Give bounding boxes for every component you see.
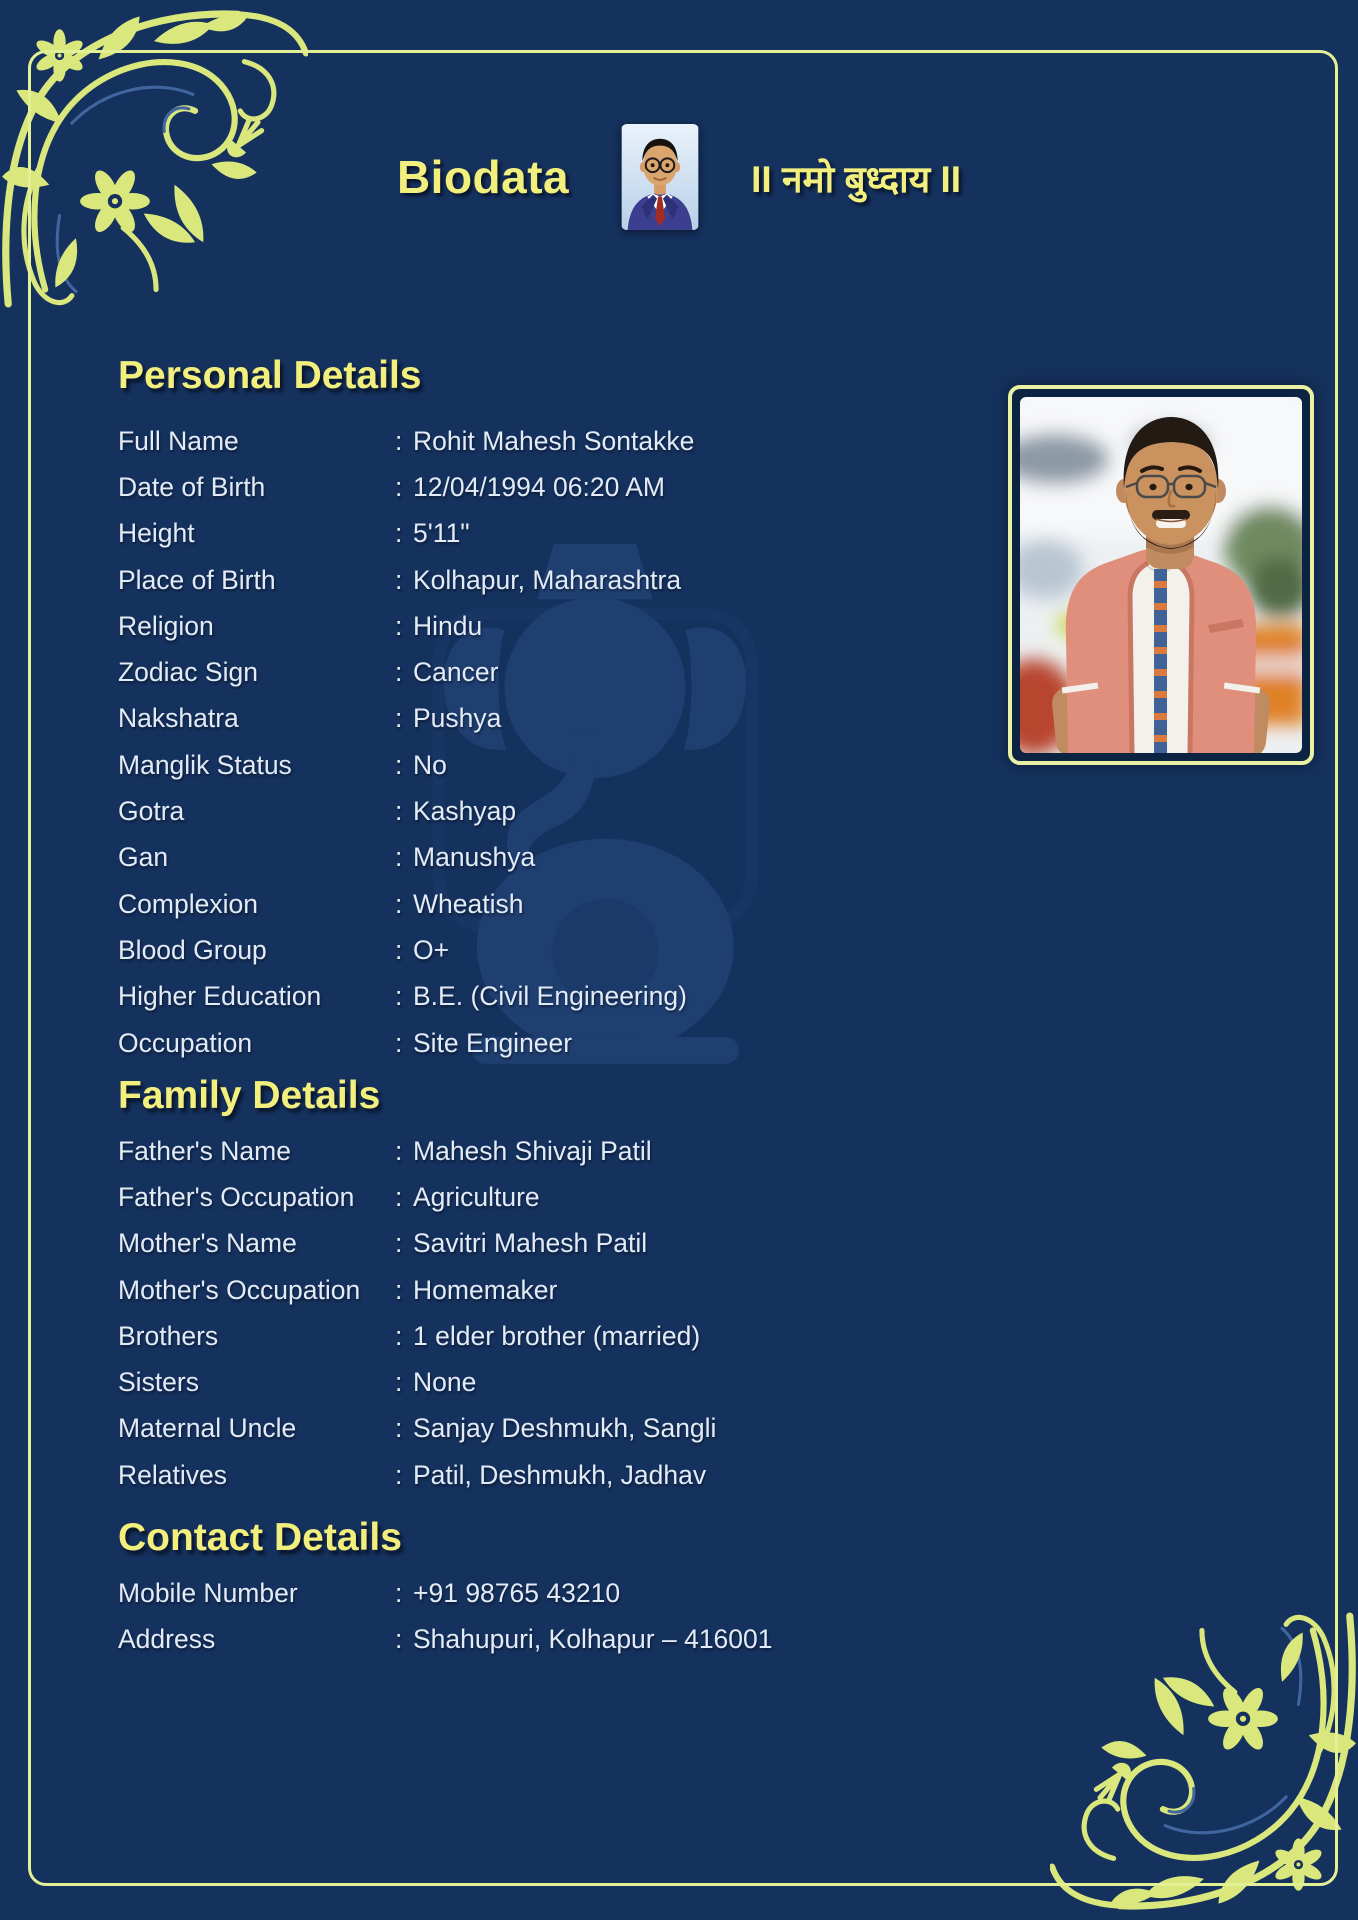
detail-row (118, 1406, 998, 1452)
row-label: Higher Education (118, 981, 322, 1012)
detail-row (118, 742, 998, 788)
detail-row (118, 1267, 998, 1313)
groom-photo (1008, 385, 1314, 765)
row-colon: : (395, 564, 403, 595)
row-colon: : (395, 749, 403, 780)
detail-row (118, 1452, 998, 1498)
row-label: Mother's Occupation (118, 1274, 361, 1305)
row-colon: : (395, 842, 403, 873)
row-value: Homemaker (413, 1274, 558, 1305)
detail-row (118, 1570, 998, 1616)
row-colon: : (395, 657, 403, 688)
row-label: Full Name (118, 425, 239, 456)
detail-row (118, 649, 998, 695)
row-colon: : (395, 888, 403, 919)
row-label: Relatives (118, 1459, 227, 1490)
row-value: Site Engineer (413, 1027, 573, 1058)
row-value: 12/04/1994 06:20 AM (413, 471, 665, 502)
row-label: Father's Name (118, 1135, 291, 1166)
family-details-rows (118, 1128, 998, 1498)
ambedkar-portrait-icon (621, 124, 699, 230)
row-label: Mother's Name (118, 1228, 297, 1259)
detail-row (118, 511, 998, 557)
row-value: Cancer (413, 657, 499, 688)
row-value: No (413, 749, 447, 780)
contact-details-rows (118, 1570, 998, 1663)
detail-row (118, 464, 998, 510)
row-colon: : (395, 1459, 403, 1490)
row-label: Father's Occupation (118, 1181, 355, 1212)
row-label: Place of Birth (118, 564, 276, 595)
row-colon: : (395, 1135, 403, 1166)
row-label: Manglik Status (118, 749, 292, 780)
row-value: Hindu (413, 610, 483, 641)
page-title: Biodata (396, 151, 570, 203)
row-value: Agriculture (413, 1181, 540, 1212)
detail-row (118, 835, 998, 881)
row-label: Address (118, 1623, 216, 1654)
row-label: Nakshatra (118, 703, 239, 734)
row-label: Gan (118, 842, 169, 873)
row-value: Rohit Mahesh Sontakke (413, 425, 695, 456)
header (0, 124, 1358, 230)
row-label: Occupation (118, 1027, 253, 1058)
row-colon: : (395, 1413, 403, 1444)
row-label: Maternal Uncle (118, 1413, 297, 1444)
row-colon: : (395, 425, 403, 456)
row-label: Blood Group (118, 934, 267, 965)
detail-row (118, 696, 998, 742)
detail-row (118, 974, 998, 1020)
row-colon: : (395, 981, 403, 1012)
row-colon: : (395, 1577, 403, 1608)
detail-row (118, 881, 998, 927)
detail-row (118, 1174, 998, 1220)
detail-row (118, 1616, 998, 1662)
row-colon: : (395, 518, 403, 549)
row-colon: : (395, 1181, 403, 1212)
detail-row (118, 1359, 998, 1405)
row-colon: : (395, 1228, 403, 1259)
row-label: Sisters (118, 1367, 199, 1398)
row-value: Sanjay Deshmukh, Sangli (413, 1413, 717, 1444)
row-value: 1 elder brother (married) (413, 1320, 701, 1351)
family-details-heading: Family Details (118, 1074, 381, 1117)
row-value: Pushya (413, 703, 502, 734)
row-colon: : (395, 1367, 403, 1398)
row-label: Zodiac Sign (118, 657, 258, 688)
row-label: Religion (118, 610, 214, 641)
row-value: None (413, 1367, 477, 1398)
row-value: B.E. (Civil Engineering) (413, 981, 687, 1012)
detail-row (118, 603, 998, 649)
row-colon: : (395, 1274, 403, 1305)
detail-row (118, 557, 998, 603)
row-value: +91 98765 43210 (413, 1577, 621, 1608)
row-label: Mobile Number (118, 1577, 298, 1608)
row-colon: : (395, 610, 403, 641)
row-colon: : (395, 1320, 403, 1351)
row-label: Brothers (118, 1320, 219, 1351)
floral-flourish-bottom-right-icon (1050, 1612, 1358, 1920)
row-value: Savitri Mahesh Patil (413, 1228, 648, 1259)
mantra-text: II नमो बुध्दाय II (751, 158, 962, 200)
personal-details-rows (118, 418, 998, 1066)
row-label: Height (118, 518, 195, 549)
row-colon: : (395, 796, 403, 827)
contact-details-heading: Contact Details (118, 1516, 402, 1559)
row-value: Manushya (413, 842, 536, 873)
row-value: Patil, Deshmukh, Jadhav (413, 1459, 707, 1490)
row-colon: : (395, 471, 403, 502)
row-value: Kolhapur, Maharashtra (413, 564, 682, 595)
row-label: Complexion (118, 888, 258, 919)
detail-row (118, 1313, 998, 1359)
row-label: Date of Birth (118, 471, 266, 502)
detail-row (118, 418, 998, 464)
detail-row (118, 1020, 998, 1066)
detail-row (118, 788, 998, 834)
row-colon: : (395, 1623, 403, 1654)
detail-row (118, 1128, 998, 1174)
row-value: Kashyap (413, 796, 517, 827)
row-colon: : (395, 703, 403, 734)
personal-details-heading: Personal Details (118, 354, 422, 397)
row-value: 5'11" (413, 518, 470, 549)
detail-row (118, 1221, 998, 1267)
row-colon: : (395, 1027, 403, 1058)
row-value: Mahesh Shivaji Patil (413, 1135, 652, 1166)
detail-row (118, 927, 998, 973)
row-value: Wheatish (413, 888, 524, 919)
row-value: O+ (413, 934, 450, 965)
row-colon: : (395, 934, 403, 965)
row-value: Shahupuri, Kolhapur – 416001 (413, 1623, 773, 1654)
row-label: Gotra (118, 796, 185, 827)
